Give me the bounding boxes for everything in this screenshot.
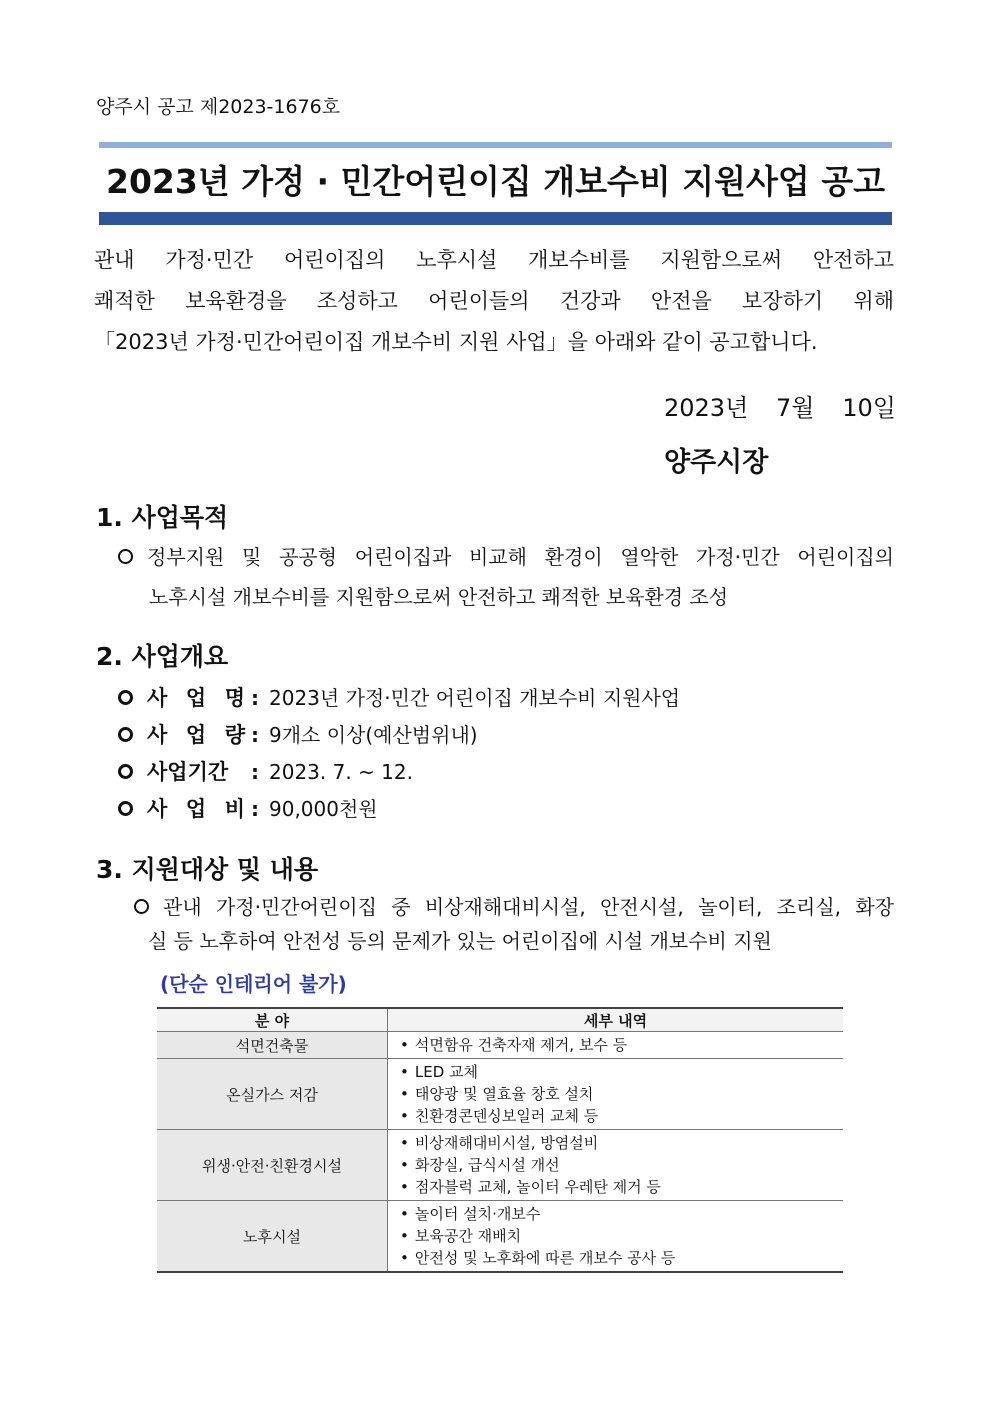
circle-bullet-icon [134,899,149,914]
table-item: • 보육공간 재배치 [400,1225,843,1247]
overview-row-1: 사 업 명 : 2023년 가정·민간 어린이집 개보수비 지원사업 [118,682,680,712]
table-item: • 비상재해대비시설, 방염설비 [400,1132,843,1154]
title-top-bar [99,142,892,148]
table-row [157,1130,843,1201]
circle-bullet-icon [118,549,133,564]
overview-row-3: 사업기간 : 2023. 7. ~ 12. [118,756,413,786]
table-item: • 안전성 및 노후화에 따른 개보수 공사 등 [400,1247,843,1269]
intro-line-3: 「2023년 가정·민간어린이집 개보수비 지원 사업」을 아래와 같이 공고합니다. [94,330,818,354]
table-item: • 화장실, 급식시설 개선 [400,1154,843,1176]
table-category: 석면건축물 [157,1032,388,1059]
section-3-body [134,890,894,958]
intro-paragraph [94,240,894,363]
overview-value: 2023. 7. ~ 12. [269,760,413,784]
circle-bullet-icon [118,764,133,779]
table-row [157,1032,843,1059]
date-year: 2023년 [664,394,749,422]
overview-label: 사 업 비 [147,797,245,821]
section-1-line-2: 노후시설 개보수비를 지원함으로써 안전하고 쾌적한 보육환경 조성 [149,585,729,609]
table-item: • 석면함유 건축자재 제거, 보수 등 [400,1034,843,1056]
table-category: 노후시설 [157,1201,388,1273]
overview-value: 2023년 가정·민간 어린이집 개보수비 지원사업 [269,686,681,710]
section-1-heading: 1. 사업목적 [96,503,229,532]
circle-bullet-icon [118,727,133,742]
page-title: 2023년 가정 · 민간어린이집 개보수비 지원사업 공고 [106,162,885,201]
overview-value: 90,000천원 [269,797,378,821]
announcement-date [664,388,896,423]
table-header-row [157,1008,843,1032]
section-3-line-2: 실 등 노후하여 안전성 등의 문제가 있는 어린이집에 시설 개보수비 지원 [148,929,772,953]
section-1-body [118,537,894,617]
table-item: • 놀이터 설치·개보수 [400,1203,843,1225]
circle-bullet-icon [118,690,133,705]
circle-bullet-icon [118,801,133,816]
table-category: 위생·안전·친환경시설 [157,1130,388,1201]
overview-row-2: 사 업 량 : 9개소 이상(예산범위내) [118,719,478,749]
table-item: • 태양광 및 열효율 창호 설치 [400,1083,843,1105]
section-3-line-1: 관내 가정·민간어린이집 중 비상재해대비시설, 안전시설, 놀이터, 조리실, 화장 [163,895,894,919]
section-3-heading: 3. 지원대상 및 내용 [96,855,319,884]
overview-label: 사 업 명 [147,686,245,710]
intro-line-2: 쾌적한 보육환경을 조성하고 어린이들의 건강과 안전을 보장하기 위해 [94,289,894,313]
table-header-details: 세부 내역 [388,1008,844,1032]
table-item: • LED 교체 [400,1061,843,1083]
table-items [388,1059,844,1130]
date-month: 7월 [776,394,815,422]
title-bottom-bar [99,212,892,225]
table-items [388,1130,844,1201]
table-header-category: 분 야 [157,1008,388,1032]
section-2-heading: 2. 사업개요 [96,642,229,671]
interior-exclusion-note: (단순 인테리어 불가) [160,972,347,996]
overview-value: 9개소 이상(예산범위내) [269,723,478,747]
table-item: • 점자블럭 교체, 놀이터 우레탄 제거 등 [400,1176,843,1198]
table-row [157,1201,843,1273]
intro-line-1: 관내 가정·민간 어린이집의 노후시설 개보수비를 지원함으로써 안전하고 [94,248,894,272]
overview-row-4: 사 업 비 : 90,000천원 [118,793,378,823]
table-row [157,1059,843,1130]
table-items [388,1032,844,1059]
overview-label: 사업기간 [147,760,229,784]
table-category: 온실가스 저감 [157,1059,388,1130]
overview-label: 사 업 량 [147,723,245,747]
document-number: 양주시 공고 제2023-1676호 [96,96,341,118]
issuer: 양주시장 [664,447,769,478]
section-1-line-1: 정부지원 및 공공형 어린이집과 비교해 환경이 열악한 가정·민간 어린이집의 [147,545,894,569]
support-details-table [157,1007,843,1273]
date-day: 10일 [842,394,896,422]
table-item: • 친환경콘덴싱보일러 교체 등 [400,1105,843,1127]
table-items [388,1201,844,1273]
